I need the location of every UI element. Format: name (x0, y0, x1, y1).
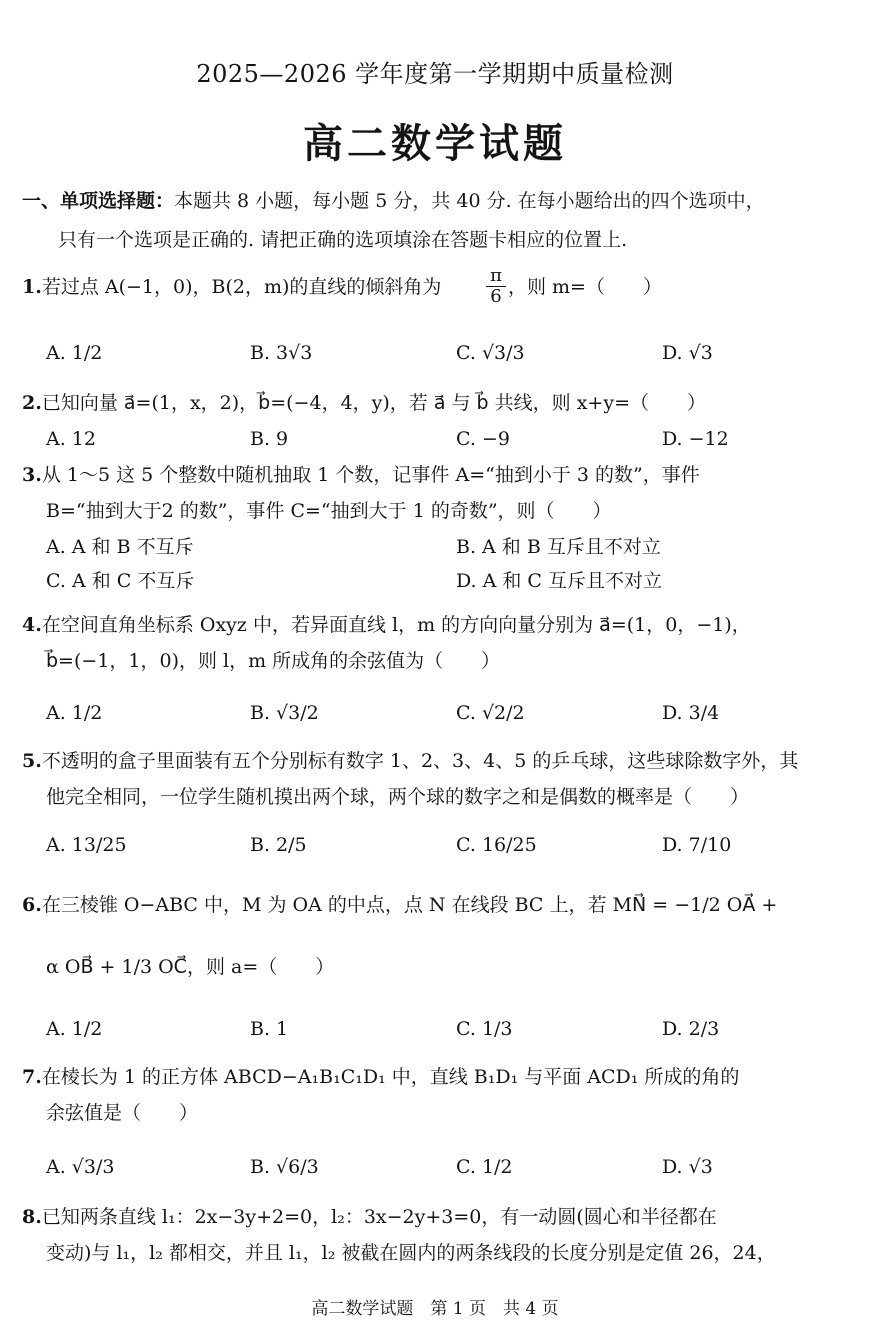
option-c: C. 1/3 (456, 1018, 513, 1040)
question-number: 4. (22, 614, 42, 636)
option-d: D. 3/4 (662, 702, 720, 724)
question-text: OA⃗ + (720, 894, 778, 916)
question-3-stem (22, 464, 700, 487)
option-d: D. √3 (662, 1156, 713, 1178)
option-c: C. 1/2 (456, 1156, 513, 1178)
option-a: A. A 和 B 不互斥 (46, 536, 194, 558)
option-c: C. 16/25 (456, 834, 537, 856)
option-a: A. 13/25 (46, 834, 127, 856)
option-b: B. A 和 B 互斥且不对立 (456, 536, 661, 558)
section-heading: 一、单项选择题： (22, 190, 175, 212)
question-number: 5. (22, 750, 42, 772)
question-8-stem-line2: 变动)与 l₁，l₂ 都相交，并且 l₁，l₂ 被截在圆内的两条线段的长度分别是定值 26，24， (46, 1242, 776, 1264)
option-b: B. √6/3 (250, 1156, 319, 1178)
question-6-stem (22, 894, 777, 917)
option-d: D. −12 (662, 428, 729, 450)
option-c: C. √2/2 (456, 702, 525, 724)
option-d: D. 2/3 (662, 1018, 720, 1040)
option-c: C. A 和 C 不互斥 (46, 570, 195, 592)
question-text: 在空间直角坐标系 Oxyz 中，若异面直线 l，m 的方向向量分别为 a⃗=(1，0，−1)， (41, 614, 751, 636)
question-text: 不透明的盒子里面装有五个分别标有数字 1、2、3、4、5 的乒乓球，这些球除数字外，其 (41, 750, 799, 772)
question-text: 从 1～5 这 5 个整数中随机抽取 1 个数，记事件 A=“抽到小于 3 的数”，事件 (41, 464, 700, 486)
question-number: 2. (22, 392, 42, 414)
question-7-stem (22, 1066, 739, 1089)
question-number: 1. (22, 276, 42, 298)
question-3-stem-line2: B=“抽到大于2 的数”，事件 C=“抽到大于 1 的奇数”，则（ ） (46, 500, 612, 522)
question-number: 6. (22, 894, 42, 916)
option-d: D. 7/10 (662, 834, 732, 856)
question-5-stem-line2: 他完全相同，一位学生随机摸出两个球，两个球的数字之和是偶数的概率是（ ） (46, 786, 750, 808)
question-text: 在棱长为 1 的正方体 ABCD−A₁B₁C₁D₁ 中，直线 B₁D₁ 与平面 ACD₁ 所成的角的 (41, 1066, 740, 1088)
question-text: 已知向量 a⃗=(1，x，2)，b⃗=(−4，4，y)，若 a⃗ 与 b⃗ 共线，则 x+y=（ ） (41, 392, 706, 414)
option-b: B. 3√3 (250, 342, 313, 364)
question-5-stem (22, 750, 798, 773)
question-4-stem-line2: b⃗=(−1，1，0)，则 l，m 所成角的余弦值为（ ） (46, 650, 501, 672)
section-instructions (22, 190, 765, 213)
question-text: α OB⃗ + (46, 956, 122, 978)
exam-title: 2025—2026 学年度第一学期期中质量检测 (196, 60, 674, 88)
question-1-stem (22, 276, 441, 299)
question-1-fraction (486, 266, 506, 307)
option-c: C. √3/3 (456, 342, 525, 364)
question-7-stem-line2: 余弦值是（ ） (46, 1102, 199, 1124)
option-d: D. A 和 C 互斥且不对立 (456, 570, 663, 592)
option-a: A. 12 (46, 428, 96, 450)
page-footer: 高二数学试题 第 1 页 共 4 页 (311, 1299, 559, 1319)
option-b: B. √3/2 (250, 702, 319, 724)
option-a: A. 1/2 (46, 342, 103, 364)
option-a: A. 1/2 (46, 1018, 103, 1040)
option-c: C. −9 (456, 428, 510, 450)
option-a: A. 1/2 (46, 702, 103, 724)
question-number: 3. (22, 464, 42, 486)
section-instructions-line2: 只有一个选项是正确的. 请把正确的选项填涂在答题卡相应的位置上. (58, 229, 628, 251)
option-a: A. √3/3 (46, 1156, 115, 1178)
question-6-stem-line2 (46, 956, 334, 979)
page-title: 高二数学试题 (303, 120, 567, 167)
question-8-stem (22, 1206, 717, 1229)
question-text: 已知两条直线 l₁：2x−3y+2=0，l₂：3x−2y+3=0，有一动圆(圆心和半径都在 (41, 1206, 717, 1228)
option-b: B. 2/5 (250, 834, 307, 856)
question-4-stem (22, 614, 751, 637)
option-d: D. √3 (662, 342, 713, 364)
section-instructions-line1: 本题共 8 小题，每小题 5 分，共 40 分. 在每小题给出的四个选项中， (174, 190, 765, 212)
inline-fraction: 1/3 (121, 956, 153, 978)
question-text: OC⃗，则 a=（ ） (152, 956, 335, 978)
option-b: B. 1 (250, 1018, 289, 1040)
fraction-numerator: π (486, 266, 506, 287)
fraction-denominator: 6 (490, 286, 502, 307)
question-1-stem-end: ，则 m=（ ） (508, 276, 662, 298)
option-b: B. 9 (250, 428, 289, 450)
question-number: 8. (22, 1206, 42, 1228)
question-number: 7. (22, 1066, 42, 1088)
inline-fraction: 1/2 (690, 894, 721, 916)
question-2-stem (22, 392, 706, 415)
question-text: 若过点 A(−1，0)，B(2，m)的直线的倾斜角为 (41, 276, 442, 298)
question-text: 在三棱锥 O−ABC 中，M 为 OA 的中点，点 N 在线段 BC 上，若 MN⃗ = − (41, 894, 691, 916)
